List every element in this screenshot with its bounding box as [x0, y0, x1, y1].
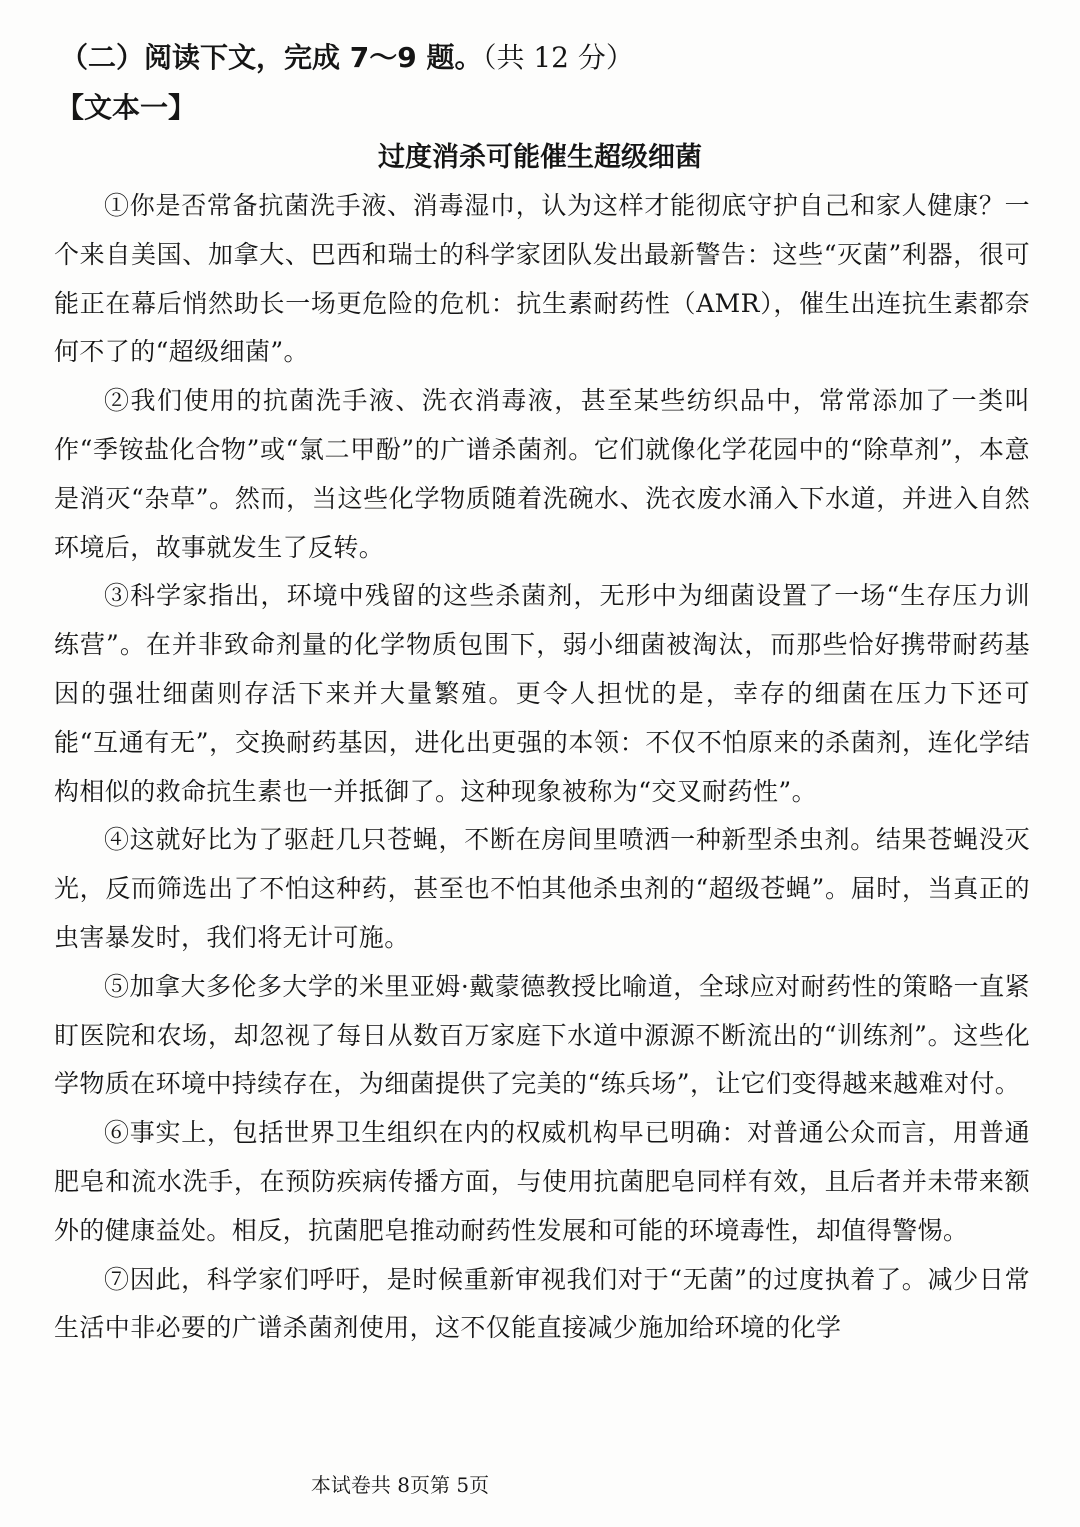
text-label: 【文本一】	[56, 91, 197, 124]
paragraph-6: ⑥事实上，包括世界卫生组织在内的权威机构早已明确：对普通公众而言，用普通肥皂和流水洗手，在预防疾病传播方面，与使用抗菌肥皂同样有效，且后者并未带来额外的健康益处。相反，抗菌肥皂推动耐药性发展和可能的环境毒性，却值得警惕。	[54, 1118, 1030, 1245]
paragraph-2: ②我们使用的抗菌洗手液、洗衣消毒液，甚至某些纺织品中，常常添加了一类叫作“季铵盐化合物”或“氯二甲酚”的广谱杀菌剂。它们就像化学花园中的“除草剂”，本意是消灭“杂草”。然而，当这些化学物质随着洗碗水、洗衣废水涌入下水道，并进入自然环境后，故事就发生了反转。	[54, 386, 1030, 562]
page-footer: 本试卷共 8页第 5页	[310, 1473, 490, 1497]
paragraph-3: ③科学家指出，环境中残留的这些杀菌剂，无形中为细菌设置了一场“生存压力训练营”。在并非致命剂量的化学物质包围下，弱小细菌被淘汰，而那些恰好携带耐药基因的强壮细菌则存活下来并大量繁殖。更令人担忧的是，幸存的细菌在压力下还可能“互通有无”，交换耐药基因，进化出更强的本领：不仅不怕原来的杀菌剂，连化学结构相似的救命抗生素也一并抵御了。这种现象被称为“交叉耐药性”。	[54, 581, 1030, 806]
section-instruction: （二）阅读下文，完成 7～9 题。	[60, 41, 483, 74]
article-body	[54, 182, 1030, 1353]
paragraph-7: ⑦因此，科学家们呼吁，是时候重新审视我们对于“无菌”的过度执着了。减少日常生活中非必要的广谱杀菌剂使用，这不仅能直接减少施加给环境的化学	[54, 1264, 1030, 1343]
question-header	[60, 36, 634, 80]
article-title: 过度消杀可能催生超级细菌	[378, 142, 702, 173]
section-score: （共 12 分）	[482, 41, 634, 74]
paragraph-4: ④这就好比为了驱赶几只苍蝇，不断在房间里喷洒一种新型杀虫剂。结果苍蝇没灭光，反而筛选出了不怕这种药，甚至也不怕其他杀虫剂的“超级苍蝇”。届时，当真正的虫害暴发时，我们将无计可施。	[54, 825, 1030, 952]
paragraph-1: ①你是否常备抗菌洗手液、消毒湿巾，认为这样才能彻底守护自己和家人健康？一个来自美国、加拿大、巴西和瑞士的科学家团队发出最新警告：这些“灭菌”利器，很可能正在幕后悄然助长一场更危险的危机：抗生素耐药性（AMR），催生出连抗生素都奈何不了的“超级细菌”。	[54, 191, 1030, 367]
paragraph-5: ⑤加拿大多伦多大学的米里亚姆·戴蒙德教授比喻道，全球应对耐药性的策略一直紧盯医院和农场，却忽视了每日从数百万家庭下水道中源源不断流出的“训练剂”。这些化学物质在环境中持续存在，为细菌提供了完美的“练兵场”，让它们变得越来越难对付。	[54, 971, 1030, 1099]
